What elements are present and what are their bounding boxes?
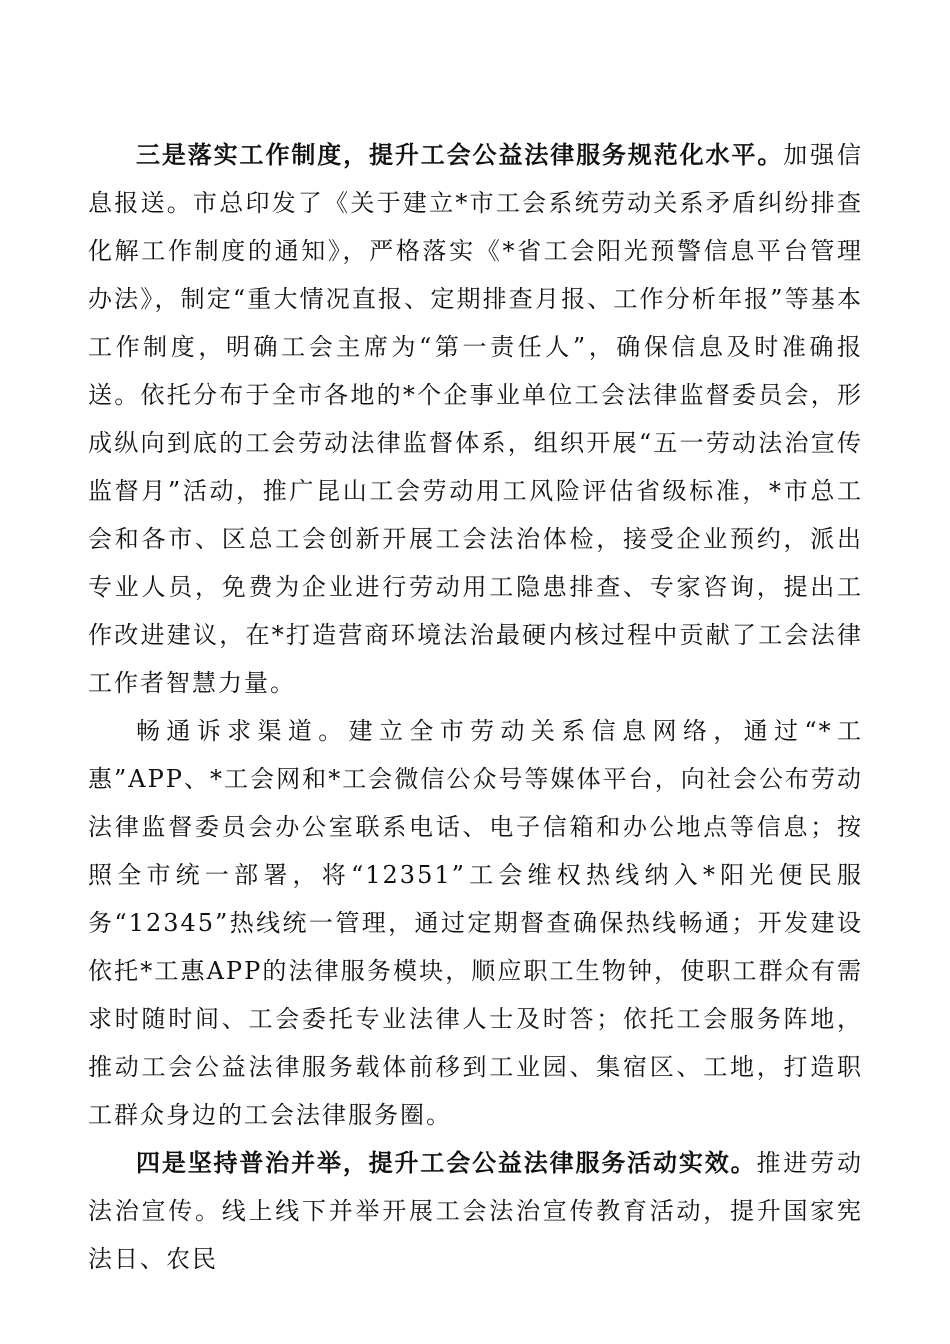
paragraph-2-text: 畅通诉求渠道。建立全市劳动关系信息网络，通过“*工惠”APP、*工会网和*工会微信公众号等媒体平台，向社会公布劳动法律监督委员会办公室联系电话、电子信箱和办公地点等信息；按照全市统一部署，将“12351”工会维权热线纳入*阳光便民服务“12345”热线统一管理，通过定期督查确保热线畅通；开发建设依托*工惠APP的法律服务模块，顺应职工生物钟，使职工群众有需求时随时间、工会委托专业法律人士及时答；依托工会服务阵地，推动工会公益法律服务载体前移到工业园、集宿区、工地，打造职工群众身边的工会法律服务圈。: [88, 717, 863, 1129]
paragraph-1-text: 加强信息报送。市总印发了《关于建立*市工会系统劳动关系矛盾纠纷排查化解工作制度的通知》，严格落实《*省工会阳光预警信息平台管理办法》，制定“重大情况直报、定期排查月报、工作分析年报”等基本工作制度，明确工会主席为“第一责任人”，确保信息及时准确报送。依托分布于全市各地的*个企事业单位工会法律监督委员会，形成纵向到底的工会劳动法律监督体系，组织开展“五一劳动法治宣传监督月”活动，推广昆山工会劳动用工风险评估省级标准，*市总工会和各市、区总工会创新开展工会法治体检，接受企业预约，派出专业人员，免费为企业进行劳动用工隐患排查、专家咨询，提出工作改进建议，在*打造营商环境法治最硬内核过程中贡献了工会法律工作者智慧力量。: [88, 141, 864, 697]
paragraph-1: [88, 131, 863, 707]
paragraph-1-heading: 三是落实工作制度，提升工会公益法律服务规范化水平。: [136, 141, 784, 169]
paragraph-3-heading: 四是坚持普治并举，提升工会公益法律服务活动实效。: [136, 1149, 757, 1177]
paragraph-2: [88, 707, 863, 1139]
document-body: [88, 131, 863, 1283]
paragraph-3: [88, 1139, 863, 1283]
paragraph-3-text: 推进劳动法治宣传。线上线下并举开展工会法治宣传教育活动，提升国家宪法日、农民: [88, 1149, 864, 1273]
